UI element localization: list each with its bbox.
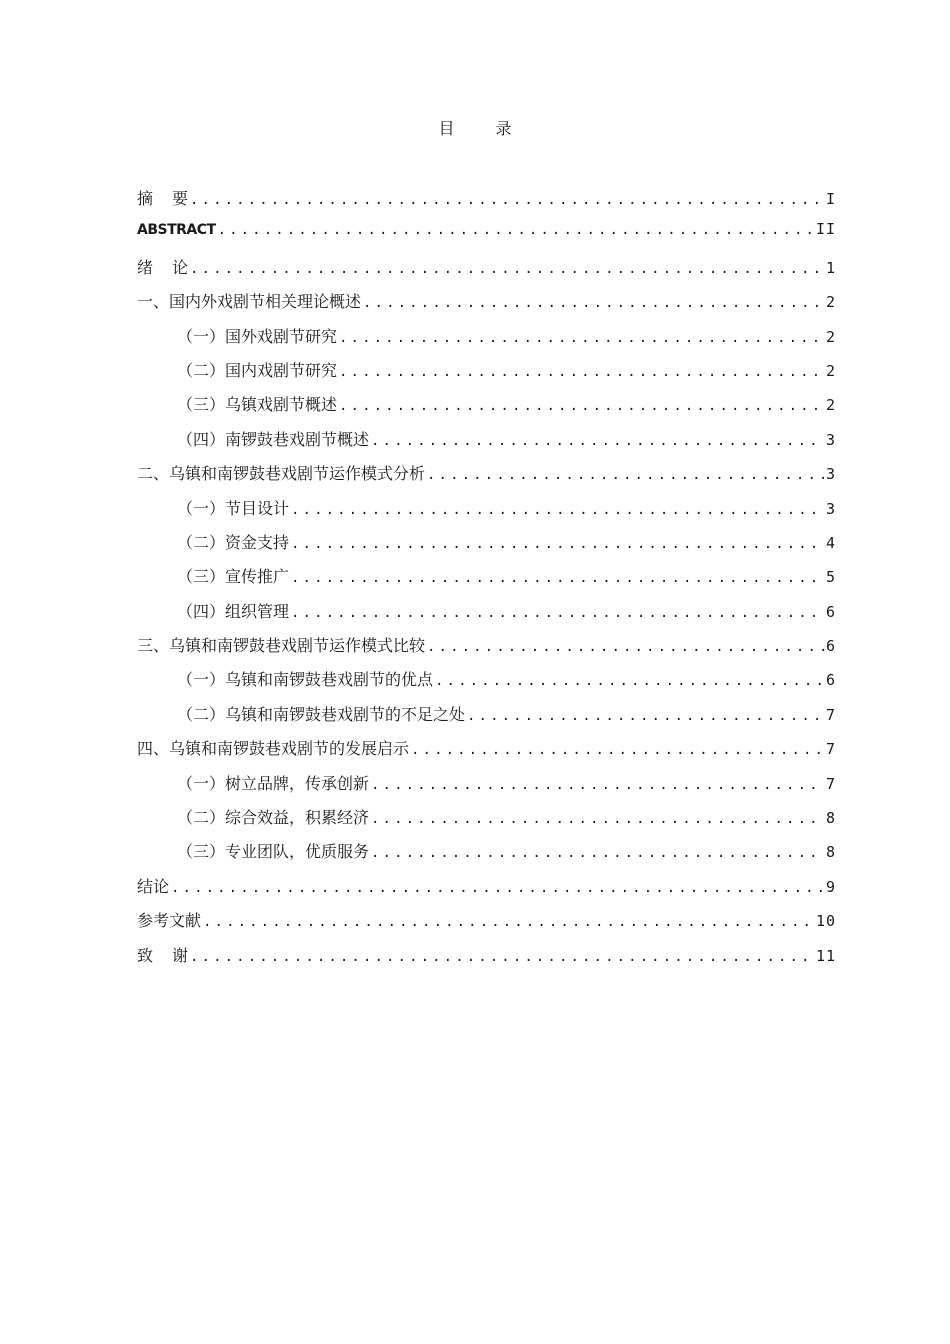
toc-entry-label: （二）资金支持 bbox=[177, 532, 290, 552]
toc-page-number: 6 bbox=[825, 671, 836, 690]
toc-subsection-entry[interactable] bbox=[137, 358, 836, 392]
toc-entry-label: （一）国外戏剧节研究 bbox=[177, 326, 338, 346]
toc-subsection-entry[interactable] bbox=[137, 530, 836, 564]
toc-dot-leader bbox=[190, 192, 824, 208]
toc-section-entry[interactable] bbox=[137, 255, 836, 289]
toc-page-number: 8 bbox=[825, 809, 836, 828]
toc-page-number: 6 bbox=[825, 637, 836, 656]
toc-page-number: II bbox=[815, 220, 836, 239]
toc-page-number: 10 bbox=[815, 912, 836, 931]
toc-page-number: 7 bbox=[825, 740, 836, 759]
toc-entry-label: （四）组织管理 bbox=[177, 601, 290, 621]
toc-page-number: 2 bbox=[825, 396, 836, 415]
toc-dot-leader bbox=[291, 502, 824, 518]
toc-entry-label: 摘要 bbox=[137, 189, 189, 208]
toc-section-entry[interactable] bbox=[137, 908, 836, 942]
toc-dot-leader bbox=[203, 914, 814, 930]
toc-section-entry[interactable] bbox=[137, 289, 836, 323]
toc-page-number: 4 bbox=[825, 533, 836, 552]
toc-subsection-entry[interactable] bbox=[137, 564, 836, 598]
toc-entry-label: 致谢 bbox=[137, 945, 189, 965]
toc-entry-label: （一）乌镇和南锣鼓巷戏剧节的优点 bbox=[177, 670, 434, 690]
toc-dot-leader bbox=[435, 673, 824, 689]
toc-entry-label: （二）国内戏剧节研究 bbox=[177, 360, 338, 380]
toc-section-entry[interactable] bbox=[137, 874, 836, 908]
toc-entry-label: 参考文献 bbox=[137, 911, 202, 931]
toc-entry-label: （二）综合效益，积累经济 bbox=[177, 808, 370, 828]
toc-page-number: 2 bbox=[825, 327, 836, 346]
toc-subsection-entry[interactable] bbox=[137, 805, 836, 839]
toc-entry-label: 结论 bbox=[137, 876, 170, 896]
toc-dot-leader bbox=[427, 467, 824, 483]
toc-dot-leader bbox=[363, 295, 824, 311]
toc-dot-leader bbox=[291, 605, 824, 621]
toc-page-number: 7 bbox=[825, 705, 836, 724]
toc-page-number: 9 bbox=[825, 877, 836, 896]
toc-page-number: 1 bbox=[825, 258, 836, 277]
toc-subsection-entry[interactable] bbox=[137, 392, 836, 426]
toc-entry-label: 一、国内外戏剧节相关理论概述 bbox=[137, 292, 362, 312]
toc-page-number: 6 bbox=[825, 602, 836, 621]
toc-dot-leader bbox=[190, 949, 814, 965]
toc-entry-label: （一）树立品牌，传承创新 bbox=[177, 773, 370, 793]
toc-entry-label: （三）乌镇戏剧节概述 bbox=[177, 395, 338, 415]
toc-page-number: 5 bbox=[825, 568, 836, 587]
toc-page-number: 8 bbox=[825, 843, 836, 862]
toc-dot-leader bbox=[427, 639, 824, 655]
toc-entry-label: 三、乌镇和南锣鼓巷戏剧节运作模式比较 bbox=[137, 636, 426, 656]
toc-entry-label: ABSTRACT bbox=[137, 222, 216, 239]
toc-section-entry[interactable] bbox=[137, 736, 836, 770]
toc-dot-leader bbox=[218, 222, 814, 238]
toc-dot-leader bbox=[371, 845, 824, 861]
toc-subsection-entry[interactable] bbox=[137, 427, 836, 461]
toc-section-entry[interactable] bbox=[137, 633, 836, 667]
toc-entry-label: （三）宣传推广 bbox=[177, 567, 290, 587]
toc-page-number: 3 bbox=[825, 465, 836, 484]
toc-subsection-entry[interactable] bbox=[137, 839, 836, 873]
toc-dot-leader bbox=[411, 742, 824, 758]
toc-entry-label: 绪论 bbox=[137, 257, 189, 277]
toc-dot-leader bbox=[190, 261, 824, 277]
toc-entry-label: （四）南锣鼓巷戏剧节概述 bbox=[177, 429, 370, 449]
toc-subsection-entry[interactable] bbox=[137, 599, 836, 633]
toc-page-number: 7 bbox=[825, 774, 836, 793]
toc-page-number: 3 bbox=[825, 499, 836, 518]
toc-dot-leader bbox=[339, 364, 824, 380]
toc-page-number: 2 bbox=[825, 293, 836, 312]
toc-subsection-entry[interactable] bbox=[137, 771, 836, 805]
toc-dot-leader bbox=[291, 570, 824, 586]
toc-section-entry[interactable] bbox=[137, 220, 836, 254]
toc-dot-leader bbox=[171, 880, 824, 896]
toc-page-number: I bbox=[825, 190, 836, 208]
toc-dot-leader bbox=[339, 330, 824, 346]
toc-title: 目 录 bbox=[438, 119, 530, 138]
toc-entry-label: 四、乌镇和南锣鼓巷戏剧节的发展启示 bbox=[137, 739, 410, 759]
toc-section-entry[interactable] bbox=[137, 186, 836, 220]
toc-dot-leader bbox=[339, 398, 824, 414]
toc-entry-label: （三）专业团队，优质服务 bbox=[177, 842, 370, 862]
toc-dot-leader bbox=[371, 433, 824, 449]
toc-subsection-entry[interactable] bbox=[137, 667, 836, 701]
toc-dot-leader bbox=[371, 811, 824, 827]
toc-subsection-entry[interactable] bbox=[137, 702, 836, 736]
toc-section-entry[interactable] bbox=[137, 461, 836, 495]
toc-page-number: 3 bbox=[825, 430, 836, 449]
toc-dot-leader bbox=[371, 777, 824, 793]
toc-entry-label: （二）乌镇和南锣鼓巷戏剧节的不足之处 bbox=[177, 704, 466, 724]
toc-page-number: 2 bbox=[825, 361, 836, 380]
toc-entry-label: （一）节目设计 bbox=[177, 498, 290, 518]
toc-subsection-entry[interactable] bbox=[137, 496, 836, 530]
toc-dot-leader bbox=[467, 708, 824, 724]
toc-page-number: 11 bbox=[815, 946, 836, 965]
toc-entry-label: 二、乌镇和南锣鼓巷戏剧节运作模式分析 bbox=[137, 464, 426, 484]
toc-dot-leader bbox=[291, 536, 824, 552]
toc-section-entry[interactable] bbox=[137, 943, 836, 977]
toc-list bbox=[137, 186, 836, 977]
toc-subsection-entry[interactable] bbox=[137, 324, 836, 358]
